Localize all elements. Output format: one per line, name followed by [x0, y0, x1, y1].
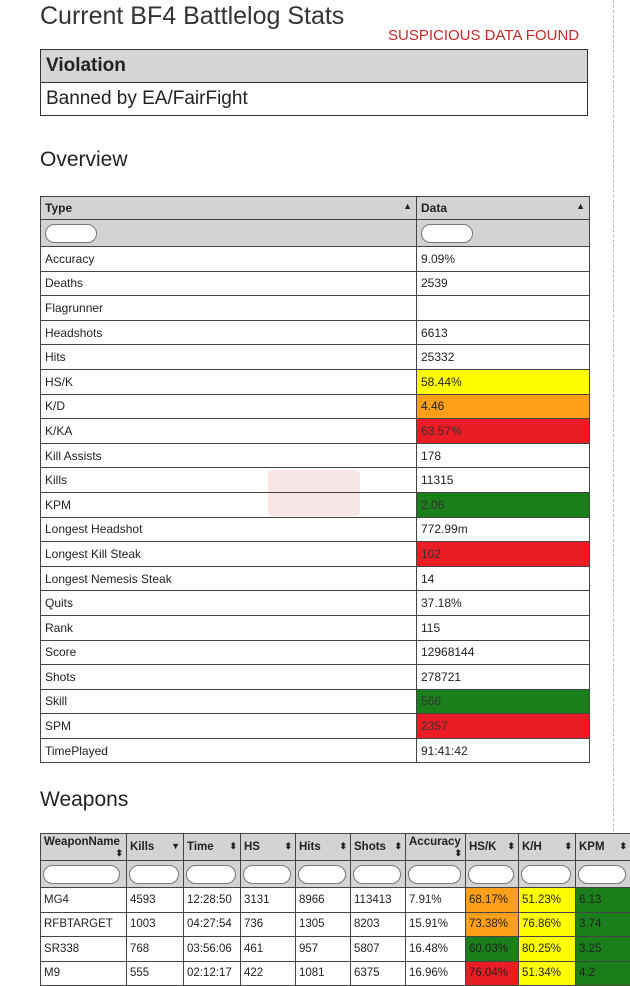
weapon-cell: M9 [41, 961, 127, 986]
overview-type-cell: KPM [41, 492, 417, 517]
weapon-filter-input[interactable] [521, 865, 571, 884]
weapon-filter-input[interactable] [298, 865, 346, 884]
weapon-row [41, 961, 630, 986]
sort-icon[interactable]: ⬍ [619, 841, 627, 851]
weapon-filter-input[interactable] [578, 865, 626, 884]
type-column-header[interactable]: Type ▲ [41, 197, 417, 220]
sort-icon[interactable]: ⬍ [115, 847, 123, 858]
overview-data-cell: 115 [417, 615, 590, 640]
column-header-label: HS/K [469, 841, 497, 853]
overview-data-cell: 58.44% [417, 369, 590, 394]
weapon-column-header[interactable] [296, 834, 351, 861]
weapon-cell: 8966 [296, 888, 351, 913]
weapon-filter-input[interactable] [129, 865, 179, 884]
overview-heading: Overview [40, 148, 128, 171]
weapon-cell: RFBTARGET [41, 912, 127, 937]
sort-icon[interactable]: ⬍ [507, 841, 515, 851]
weapon-cell: 1081 [296, 961, 351, 986]
weapon-filter-input[interactable] [43, 865, 120, 884]
overview-data-cell: 772.99m [417, 517, 590, 542]
column-header-label: Kills [130, 841, 155, 853]
overview-data-cell: 6613 [417, 320, 590, 345]
overview-row [41, 566, 590, 591]
weapon-cell: 15.91% [406, 912, 466, 937]
weapon-column-header[interactable] [184, 834, 241, 861]
overview-row [41, 492, 590, 517]
overview-data-cell: 37.18% [417, 591, 590, 616]
overview-data-cell: 91:41:42 [417, 738, 590, 763]
weapon-row [41, 888, 630, 913]
weapon-cell: 113413 [351, 888, 406, 913]
overview-data-cell: 2357 [417, 714, 590, 739]
weapon-cell: 768 [127, 937, 184, 962]
overview-type-cell: Accuracy [41, 247, 417, 272]
sort-icon[interactable]: ⬍ [394, 841, 402, 851]
overview-data-cell: 178 [417, 443, 590, 468]
weapon-cell: 16.96% [406, 961, 466, 986]
overview-data-cell: 4.46 [417, 394, 590, 419]
weapon-cell: 6.13 [576, 888, 630, 913]
weapon-cell: 3.25 [576, 937, 630, 962]
weapon-cell: 80.25% [519, 937, 576, 962]
weapon-column-header[interactable] [41, 834, 127, 861]
overview-data-cell: 11315 [417, 468, 590, 493]
overview-row [41, 296, 590, 321]
overview-type-cell: Kill Assists [41, 443, 417, 468]
weapon-cell: 76.86% [519, 912, 576, 937]
overview-type-cell: Rank [41, 615, 417, 640]
overview-data-cell: 12968144 [417, 640, 590, 665]
weapon-cell: 51.34% [519, 961, 576, 986]
weapon-cell: 73.38% [466, 912, 519, 937]
weapons-table [40, 833, 630, 986]
column-header-label: WeaponName [44, 835, 120, 848]
overview-row [41, 615, 590, 640]
weapon-cell: 957 [296, 937, 351, 962]
overview-data-cell: 102 [417, 542, 590, 567]
weapon-column-header[interactable] [127, 834, 184, 861]
overview-type-cell: Flagrunner [41, 296, 417, 321]
overview-type-cell: Skill [41, 689, 417, 714]
violation-table [40, 49, 588, 116]
column-header-label: Time [187, 841, 214, 853]
weapon-cell: 8203 [351, 912, 406, 937]
weapon-cell: 736 [241, 912, 296, 937]
sort-icon[interactable]: ⬍ [284, 841, 292, 851]
weapon-cell: 6375 [351, 961, 406, 986]
weapon-cell: 461 [241, 937, 296, 962]
overview-type-cell: K/D [41, 394, 417, 419]
weapon-cell: MG4 [41, 888, 127, 913]
overview-row [41, 665, 590, 690]
overview-row [41, 419, 590, 444]
page-title: Current BF4 Battlelog Stats [40, 2, 345, 30]
weapon-cell: 4593 [127, 888, 184, 913]
weapon-cell: 1305 [296, 912, 351, 937]
overview-data-cell: 25332 [417, 345, 590, 370]
overview-data-cell: 63.57% [417, 419, 590, 444]
weapon-cell: 422 [241, 961, 296, 986]
overview-type-cell: TimePlayed [41, 738, 417, 763]
overview-data-cell: 9.09% [417, 247, 590, 272]
violation-value: Banned by EA/FairFight [41, 83, 588, 116]
overview-type-cell: SPM [41, 714, 417, 739]
weapon-cell: 02:12:17 [184, 961, 241, 986]
weapon-cell: 16.48% [406, 937, 466, 962]
overview-row [41, 345, 590, 370]
weapon-column-header[interactable] [406, 834, 466, 861]
weapon-cell: 60.03% [466, 937, 519, 962]
overview-data-cell: 2.06 [417, 492, 590, 517]
overview-type-cell: Longest Nemesis Steak [41, 566, 417, 591]
weapon-column-header[interactable] [466, 834, 519, 861]
weapon-cell: 68.17% [466, 888, 519, 913]
weapon-row [41, 937, 630, 962]
weapon-column-header[interactable] [519, 834, 576, 861]
weapon-cell: 1003 [127, 912, 184, 937]
weapon-cell: 12:28:50 [184, 888, 241, 913]
sort-icon[interactable]: ⬍ [339, 841, 347, 851]
overview-row [41, 468, 590, 493]
weapon-cell: 4.2 [576, 961, 630, 986]
column-header-label: KPM [579, 841, 605, 853]
column-header-label: HS [244, 841, 260, 853]
overview-row [41, 369, 590, 394]
overview-table [40, 196, 590, 763]
overview-row [41, 271, 590, 296]
data-filter-input[interactable] [421, 224, 473, 243]
suspicious-warning: SUSPICIOUS DATA FOUND [388, 27, 580, 44]
weapon-cell: 04:27:54 [184, 912, 241, 937]
weapon-cell: 3.74 [576, 912, 630, 937]
sort-icon[interactable]: ⬍ [564, 841, 572, 851]
overview-row [41, 738, 590, 763]
overview-row [41, 247, 590, 272]
overview-row [41, 689, 590, 714]
overview-data-cell [417, 296, 590, 321]
weapon-filter-input[interactable] [408, 865, 461, 884]
weapon-column-header[interactable] [241, 834, 296, 861]
overview-row [41, 320, 590, 345]
overview-type-cell: Hits [41, 345, 417, 370]
overview-row [41, 443, 590, 468]
overview-row [41, 542, 590, 567]
overview-type-cell: Quits [41, 591, 417, 616]
overview-row [41, 394, 590, 419]
sort-icon[interactable]: ⬍ [229, 841, 237, 851]
overview-data-cell: 14 [417, 566, 590, 591]
weapon-cell: 51.23% [519, 888, 576, 913]
overview-type-cell: Deaths [41, 271, 417, 296]
column-header-label: Accuracy [409, 835, 461, 848]
violation-header: Violation [41, 50, 588, 83]
overview-type-cell: K/KA [41, 419, 417, 444]
weapon-cell: 5807 [351, 937, 406, 962]
overview-type-cell: Longest Headshot [41, 517, 417, 542]
weapon-cell: 03:56:06 [184, 937, 241, 962]
weapon-filter-input[interactable] [243, 865, 291, 884]
weapon-row [41, 912, 630, 937]
overview-row [41, 714, 590, 739]
column-header-label: K/H [522, 841, 542, 853]
sort-asc-icon[interactable]: ▲ [403, 201, 412, 211]
weapon-filter-input[interactable] [468, 865, 514, 884]
overview-type-cell: Shots [41, 665, 417, 690]
weapon-cell: SR338 [41, 937, 127, 962]
weapon-filter-input[interactable] [186, 865, 236, 884]
overview-type-cell: Kills [41, 468, 417, 493]
column-header-label: Hits [299, 841, 321, 853]
data-column-header[interactable]: Data ▲︎ [417, 197, 590, 220]
weapon-column-header[interactable] [351, 834, 406, 861]
overview-type-cell: Score [41, 640, 417, 665]
type-filter-input[interactable] [45, 224, 97, 243]
weapon-column-header[interactable] [576, 834, 630, 861]
overview-data-cell: 566 [417, 689, 590, 714]
weapons-heading: Weapons [40, 788, 129, 811]
overview-data-cell: 278721 [417, 665, 590, 690]
overview-data-cell: 2539 [417, 271, 590, 296]
weapon-cell: 3131 [241, 888, 296, 913]
sort-icon[interactable]: ⬍ [454, 847, 462, 858]
overview-type-cell: HS/K [41, 369, 417, 394]
overview-type-cell: Headshots [41, 320, 417, 345]
overview-row [41, 591, 590, 616]
weapon-filter-input[interactable] [353, 865, 401, 884]
overview-row [41, 517, 590, 542]
sort-desc-icon[interactable]: ▼ [171, 841, 180, 851]
weapon-cell: 76.04% [466, 961, 519, 986]
overview-row [41, 640, 590, 665]
sort-icon[interactable]: ▲︎ [576, 201, 585, 211]
overview-type-cell: Longest Kill Steak [41, 542, 417, 567]
weapon-cell: 7.91% [406, 888, 466, 913]
column-header-label: Shots [354, 841, 386, 853]
weapon-cell: 555 [127, 961, 184, 986]
